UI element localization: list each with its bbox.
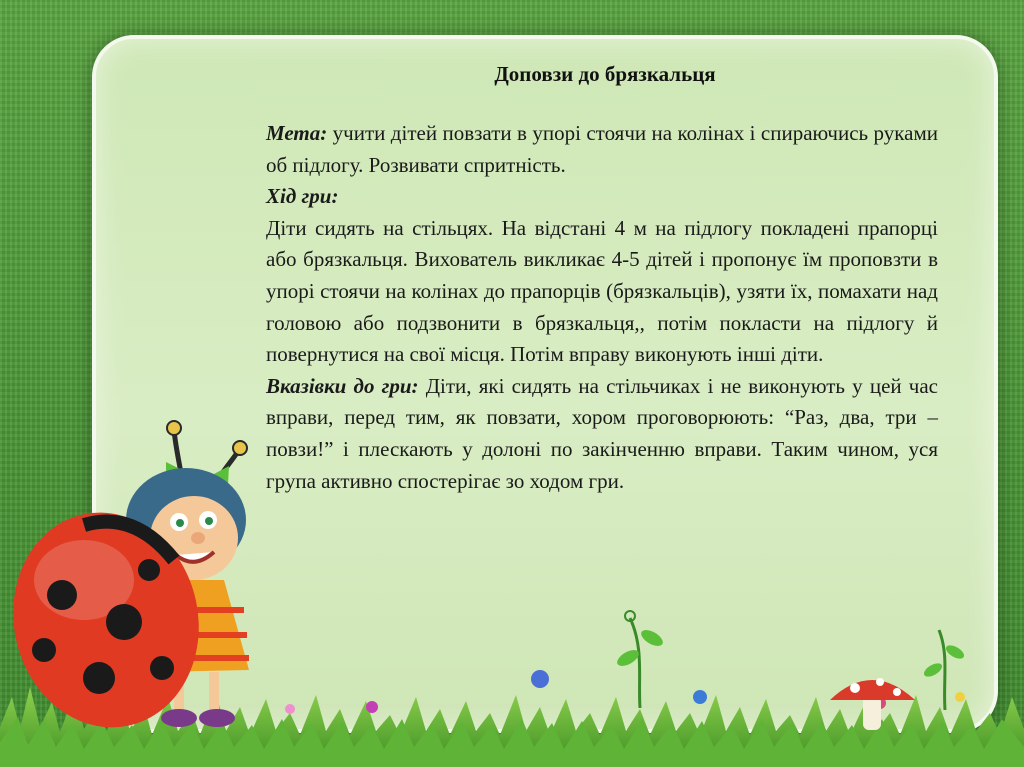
goal-text: учити дітей повзати в упорі стоячи на колінах і спираючись руками об підлогу. Розвивати спритність. (266, 121, 938, 177)
instructions-paragraph (266, 371, 938, 497)
ladybug-girl-illustration (14, 410, 264, 750)
mushroom-illustration (825, 668, 920, 733)
vine-sprout-icon (915, 620, 975, 710)
instructions-label: Вказівки до гри: (266, 373, 419, 398)
page-title: Доповзи до брязкальця (494, 62, 716, 86)
course-text: Діти сидять на стільцях. На відстані 4 м на підлогу покладені прапорці або брязкальця. Вихователь викликає 4-5 дітей і пропонує їм проповзти в упорі стоячи на колінах до прапорців (брязкальців), узяти їх, помахати над головою або подзвонити в брязкальця,, потім покласти на підлогу й повернутися на свої місця. Потім вправу виконують інші діти. (266, 215, 938, 367)
goal-paragraph (266, 118, 938, 181)
game-description (266, 118, 938, 497)
vine-sprout-icon (600, 598, 680, 708)
instructions-text: Діти, які сидять на стільчиках і не виконують у цей час вправи, перед тим, як повзати, хором проговорюють: “Раз, два, три – повзи!” і плескають у долоні по закінченню вправи. Таким чином, уся група активно спостерігає зо ходом гри. (266, 373, 939, 493)
course-heading: Хід гри: (266, 184, 339, 209)
goal-label: Мета: (266, 121, 328, 145)
